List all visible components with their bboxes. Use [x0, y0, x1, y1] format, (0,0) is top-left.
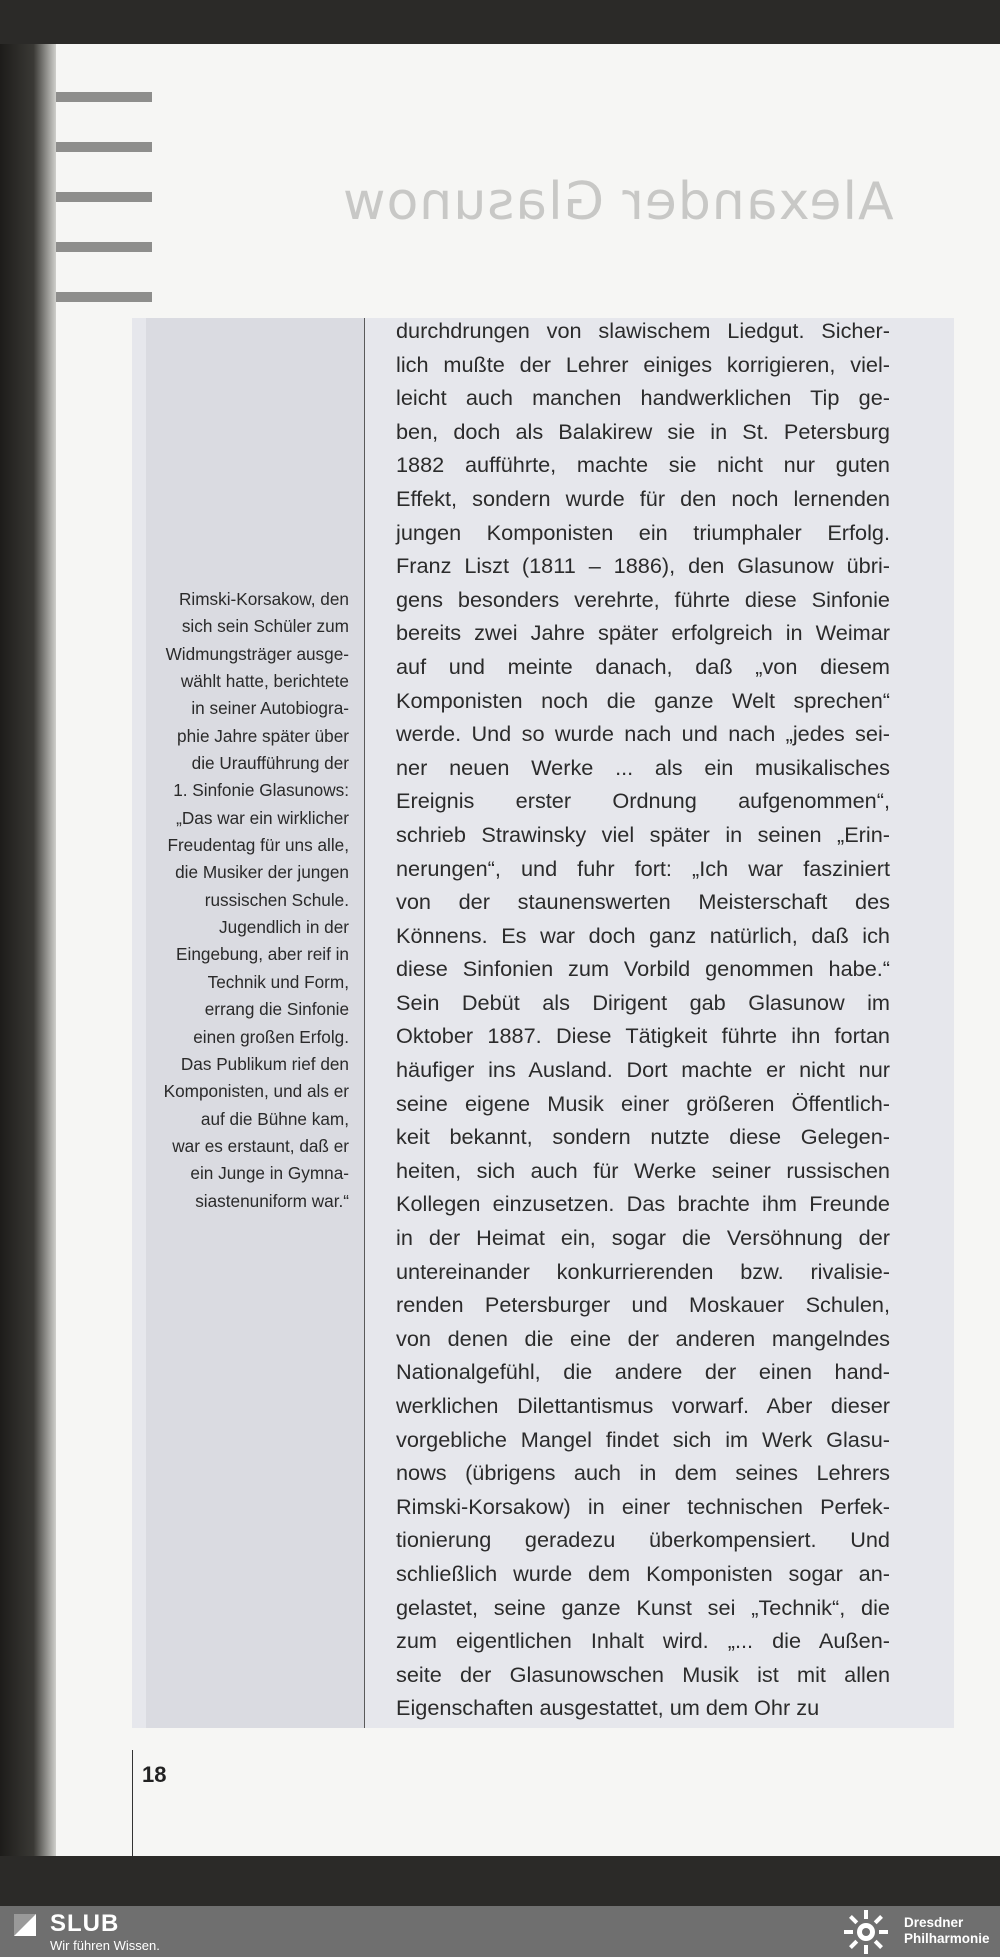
text-line: nerungen“, und fuhr fort: „Ich war fasziniert: [396, 855, 890, 881]
text-line: schrieb Strawinsky viel später in seinen „Erin-: [396, 821, 890, 847]
text-line: werklichen Dilettantismus vorwarf. Aber dieser: [396, 1393, 890, 1418]
show-through-heading: Alexander Glasunow: [342, 172, 894, 232]
body-text: [396, 314, 890, 1725]
text-line: seite der Glasunowschen Musik ist mit allen: [396, 1661, 890, 1687]
text-line: nows (übrigens auch in dem seines Lehrers: [396, 1460, 890, 1486]
text-line: jungen Komponisten ein triumphaler Erfolg.: [396, 519, 890, 545]
text-line: in der Heimat ein, sogar die Versöhnung der: [396, 1225, 890, 1251]
page-number-rule: [132, 1750, 133, 1856]
text-line: renden Petersburger und Moskauer Schulen,: [396, 1292, 890, 1318]
text-line: vorgebliche Mangel findet sich im Werk Glasu-: [396, 1426, 890, 1452]
sidebar-line: Widmungsträger ausge-: [165, 643, 349, 664]
page-number: 18: [142, 1762, 167, 1787]
sidebar-line: 1. Sinfonie Glasunows:: [173, 780, 349, 801]
philharmonie-brand-line: Dresdner: [904, 1915, 964, 1930]
philharmonie-logo-icon: [842, 1908, 890, 1956]
text-line: Nationalgefühl, die andere der einen hand-: [396, 1359, 890, 1385]
sidebar-line: in seiner Autobiogra-: [191, 698, 349, 719]
text-line: tionierung geradezu überkompensiert. Und: [396, 1527, 890, 1553]
text-line: werde. Und so wurde nach und nach „jedes sei-: [396, 721, 890, 747]
sidebar-line: einen großen Erfolg.: [193, 1026, 349, 1047]
sidebar-line: siastenuniform war.“: [195, 1190, 349, 1211]
text-line: gelastet, seine ganze Kunst sei „Technik“, die: [396, 1594, 890, 1620]
text-line: diese Sinfonien zum Vorbild genommen habe.“: [396, 956, 890, 982]
philharmonie-brand-line: Philharmonie: [904, 1931, 990, 1946]
text-line: von der staunenswerten Meisterschaft des: [396, 889, 890, 915]
text-line: Rimski-Korsakow) in einer technischen Perfek-: [396, 1493, 890, 1519]
slub-brand: SLUB: [50, 1910, 120, 1937]
text-line: bereits zwei Jahre später erfolgreich in Weimar: [396, 620, 890, 646]
slub-tagline: Wir führen Wissen.: [50, 1938, 160, 1953]
text-line: Kollegen einzusetzen. Das brachte ihm Freunde: [396, 1191, 890, 1217]
margin-tick: [56, 192, 152, 202]
sidebar-line: die Uraufführung der: [191, 753, 349, 774]
text-line: Sein Debüt als Dirigent gab Glasunow im: [396, 989, 890, 1015]
margin-tick: [56, 92, 152, 102]
text-line: gens besonders verehrte, führte diese Sinfonie: [396, 586, 890, 612]
sidebar-line: sich sein Schüler zum: [181, 616, 349, 637]
text-line: Oktober 1887. Diese Tätigkeit führte ihn fortan: [396, 1023, 890, 1049]
sidebar-line: Das Publikum rief den: [180, 1053, 349, 1074]
sidebar-line: die Musiker der jungen: [175, 862, 349, 883]
text-line: leicht auch manchen handwerklichen Tip ge-: [396, 385, 890, 411]
sidebar-line: Komponisten, und als er: [163, 1081, 349, 1102]
sidebar-line: russischen Schule.: [204, 889, 349, 910]
slub-logo-icon: [14, 1914, 36, 1936]
sidebar-line: wählt hatte, berichtete: [180, 671, 349, 692]
text-line: ner neuen Werke ... als ein musikalisches: [396, 754, 890, 780]
sidebar-line: war es erstaunt, daß er: [172, 1135, 349, 1156]
viewer-footer: [0, 1906, 1000, 1957]
column-divider: [364, 318, 365, 1728]
text-line: Komponisten noch die ganze Welt sprechen“: [396, 687, 890, 713]
sidebar-line: phie Jahre später über: [177, 725, 349, 746]
margin-tick: [56, 142, 152, 152]
text-line: zum eigentlichen Inhalt wird. „... die Außen-: [396, 1628, 890, 1654]
sidebar-line: errang die Sinfonie: [204, 999, 349, 1020]
sidebar-line: ein Junge in Gymna-: [190, 1163, 349, 1184]
text-line: von denen die eine der anderen mangelndes: [396, 1325, 890, 1351]
text-line: schließlich wurde dem Komponisten sogar an-: [396, 1560, 890, 1586]
text-line: seine eigene Musik einer größeren Öffentlich-: [396, 1090, 890, 1116]
text-line: Effekt, sondern wurde für den noch lernenden: [396, 485, 890, 511]
sidebar-line: Jugendlich in der: [219, 917, 349, 938]
text-line: Eigenschaften ausgestattet, um dem Ohr zu: [396, 1695, 820, 1721]
margin-tick: [56, 242, 152, 252]
sidebar-line: Eingebung, aber reif in: [176, 944, 349, 965]
sidebar-line: Technik und Form,: [207, 971, 349, 992]
text-line: Franz Liszt (1811 – 1886), den Glasunow übri-: [396, 553, 890, 579]
philharmonie-brand: [904, 1915, 990, 1947]
sidebar-quote: [119, 586, 349, 1215]
text-line: auf und meinte danach, daß „von diesem: [396, 653, 890, 679]
sidebar-line: „Das war ein wirklicher: [176, 807, 349, 828]
sidebar-line: auf die Bühne kam,: [200, 1108, 349, 1129]
text-line: durchdrungen von slawischem Liedgut. Sicher-: [396, 318, 890, 343]
page-spine: [0, 44, 56, 1856]
margin-tick: [56, 292, 152, 302]
text-line: ben, doch als Balakirew sie in St. Petersburg: [396, 418, 890, 444]
text-line: Ereignis erster Ordnung aufgenommen“,: [396, 788, 890, 814]
sidebar-line: Freudentag für uns alle,: [167, 835, 349, 856]
text-line: Könnens. Es war doch ganz natürlich, daß ich: [396, 922, 890, 948]
text-line: untereinander konkurrierenden bzw. rivalisie-: [396, 1258, 890, 1284]
text-line: 1882 aufführte, machte sie nicht nur guten: [396, 452, 890, 478]
text-line: heiten, sich auch für Werke seiner russischen: [396, 1157, 890, 1183]
text-line: keit bekannt, sondern nutzte diese Gelegen-: [396, 1124, 890, 1150]
text-line: lich mußte der Lehrer einiges korrigieren, viel-: [396, 351, 890, 377]
text-line: häufiger ins Ausland. Dort machte er nicht nur: [396, 1057, 890, 1083]
sidebar-line: Rimski-Korsakow, den: [178, 589, 349, 609]
